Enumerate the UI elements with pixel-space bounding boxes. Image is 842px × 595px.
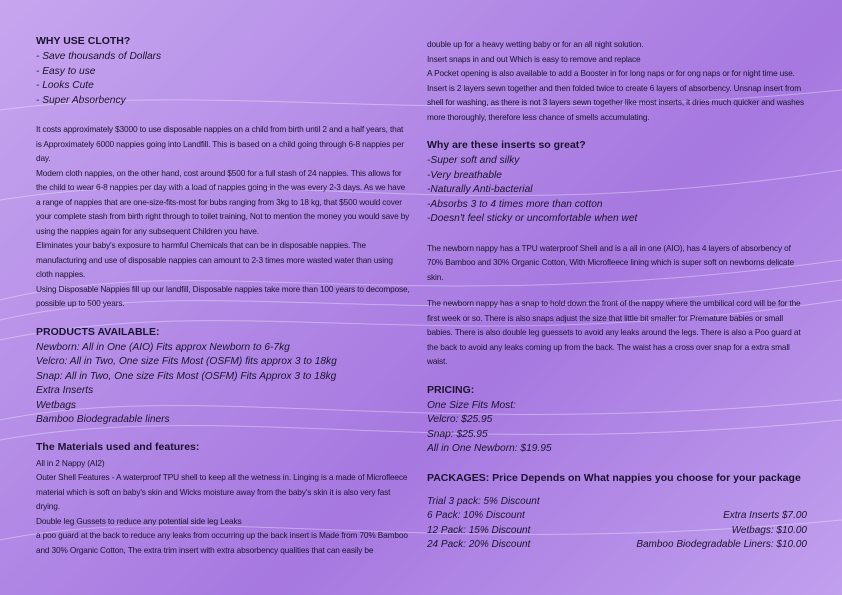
list-item: -Very breathable <box>427 169 502 181</box>
list-item: - Easy to use <box>36 65 96 77</box>
inserts-heading: Why are these inserts so great? <box>427 139 586 151</box>
paragraph: Insert snaps in and out Which is easy to remove and replace <box>427 53 641 64</box>
package-left: 24 Pack: 20% Discount <box>427 539 531 550</box>
list-item: Bamboo Biodegradable liners <box>36 414 170 425</box>
paragraph: Outer Shell Features - A waterproof TPU shell to keep all the wetness in. Linging is a made of Microfleece material which is soft on baby's skin and Wicks moisture away from the baby's skin it is also very fast drying. <box>36 472 408 511</box>
list-item: One Size Fits Most: <box>427 399 516 411</box>
paragraph: Double leg Gussets to reduce any potential side leg Leaks <box>36 515 242 526</box>
paragraph: Using Disposable Nappies fill up our landfill, Disposable nappies take more than 100 years to decompose, possible up to 500 years. <box>36 283 410 308</box>
list-item: -Naturally Anti-bacterial <box>427 184 533 195</box>
paragraph: double up for a heavy wetting baby or for an all night solution. <box>427 39 644 49</box>
list-item <box>427 495 807 510</box>
package-right: Wetbags: $10.00 <box>731 524 807 536</box>
pricing-heading: PRICING: <box>427 383 475 396</box>
why-heading: WHY USE CLOTH? <box>36 35 131 47</box>
package-right: Bamboo Biodegradable Liners: $10.00 <box>636 539 807 550</box>
list-item: Snap: All in Two, One size Fits Most (OSFM) Fits Approx 3 to 18kg <box>36 370 337 382</box>
list-item <box>427 538 807 553</box>
list-item <box>427 509 807 524</box>
paragraph: a poo guard at the back to reduce any leaks from occurring up the back insert is Made from 70% Bamboo and 30% Organic Cotton, The extra trim insert with extra absorbency qualities that can easily be <box>36 530 408 555</box>
pricing-list <box>427 399 807 457</box>
package-left: 6 Pack: 10% Discount <box>427 510 525 521</box>
products-list <box>36 341 411 428</box>
list-item: Extra Inserts <box>36 385 94 396</box>
right-column <box>427 37 807 553</box>
list-item: Snap: $25.95 <box>427 428 488 440</box>
package-right: Extra Inserts $7.00 <box>723 510 807 521</box>
list-item: -Absorbs 3 to 4 times more than cotton <box>427 198 603 210</box>
list-item: Wetbags <box>36 399 77 411</box>
why-list <box>36 50 411 108</box>
paragraph: A Pocket opening is also available to add a Booster in for long naps or for ong naps or for night time use. Insert is 2 layers sewn together and then folded twice to create 6 layers of absorbency. Unsnap insert from shell for washing, as there is not 3 layers sewn together like most inserts, it dries much quicker and washes more thoroughly, therefore less chance of smells accumulating. <box>427 68 805 122</box>
paragraph: The newborn nappy has a TPU waterproof Shell and is a all in one (AIO), has 4 layers of absorbency of 70% Bamboo and 30% Organic Cotton, With Microfleece lining which is super soft on newborns delicate skin. <box>427 242 795 282</box>
list-item: Newborn: All in One (AIO) Fits approx Newborn to 6-7kg <box>36 341 290 353</box>
list-item: -Super soft and silky <box>427 155 520 166</box>
paragraph: All in 2 Nappy (AI2) <box>36 457 105 468</box>
packages-list <box>427 495 807 553</box>
list-item: - Save thousands of Dollars <box>36 51 162 62</box>
inserts-list <box>427 154 807 227</box>
paragraph: It costs approximately $3000 to use disposable nappies on a child from birth until 2 and a half years, that is Approximately 6000 nappies going into Landfill. This is based on a child going through 6-8 nappies per day. <box>36 124 404 163</box>
package-left: 12 Pack: 15% Discount <box>427 524 531 536</box>
packages-heading: PACKAGES: Price Depends on What nappies you choose for your package <box>427 471 801 484</box>
list-item: -Doesn't feel sticky or uncomfortable when wet <box>427 213 638 224</box>
left-column <box>36 34 411 557</box>
list-item: All in One Newborn: $19.95 <box>427 443 552 454</box>
paragraph: Modern cloth nappies, on the other hand, cost around $500 for a full stash of 24 nappies. This allows for the child to wear 6-8 nappies per day with a load of nappies going in the was every 2-3 days. As we have a range of nappies that are one-size-fits-most for bubs ranging from 3kg to 18 kg, that $500 would cover your complete stash from birth right through to toilet training, Not to mention the money you would save by using the nappies again for any subsequent Children you have. <box>36 167 410 236</box>
list-item: Velcro: All in Two, One size Fits Most (OSFM) fits approx 3 to 18kg <box>36 356 337 367</box>
paragraph: The newborn nappy has a snap to hold down the front of the nappy where the umbilical cord will be for the first week or so. There is also snaps adjust the size that little bit smaller for Premature babies or small babies. There is also double leg guessets to avoid any leaks around the legs. There is also a Poo guard at the back to avoid any leaks coming up from the back. The waist has a cross over snap for a extra small waist. <box>427 298 801 366</box>
paragraph: Eliminates your baby's exposure to harmful Chemicals that can be in disposable nappies. The manufacturing and use of disposable nappies can amount to 2-3 times more wasted water than using cloth nappies. <box>36 240 393 279</box>
list-item <box>427 524 807 539</box>
products-heading: PRODUCTS AVAILABLE: <box>36 325 160 338</box>
list-item: Velcro: $25.95 <box>427 414 493 425</box>
materials-heading: The Materials used and features: <box>36 440 200 453</box>
list-item: - Looks Cute <box>36 80 94 91</box>
package-left: Trial 3 pack: 5% Discount <box>427 495 540 507</box>
list-item: - Super Absorbency <box>36 94 126 106</box>
